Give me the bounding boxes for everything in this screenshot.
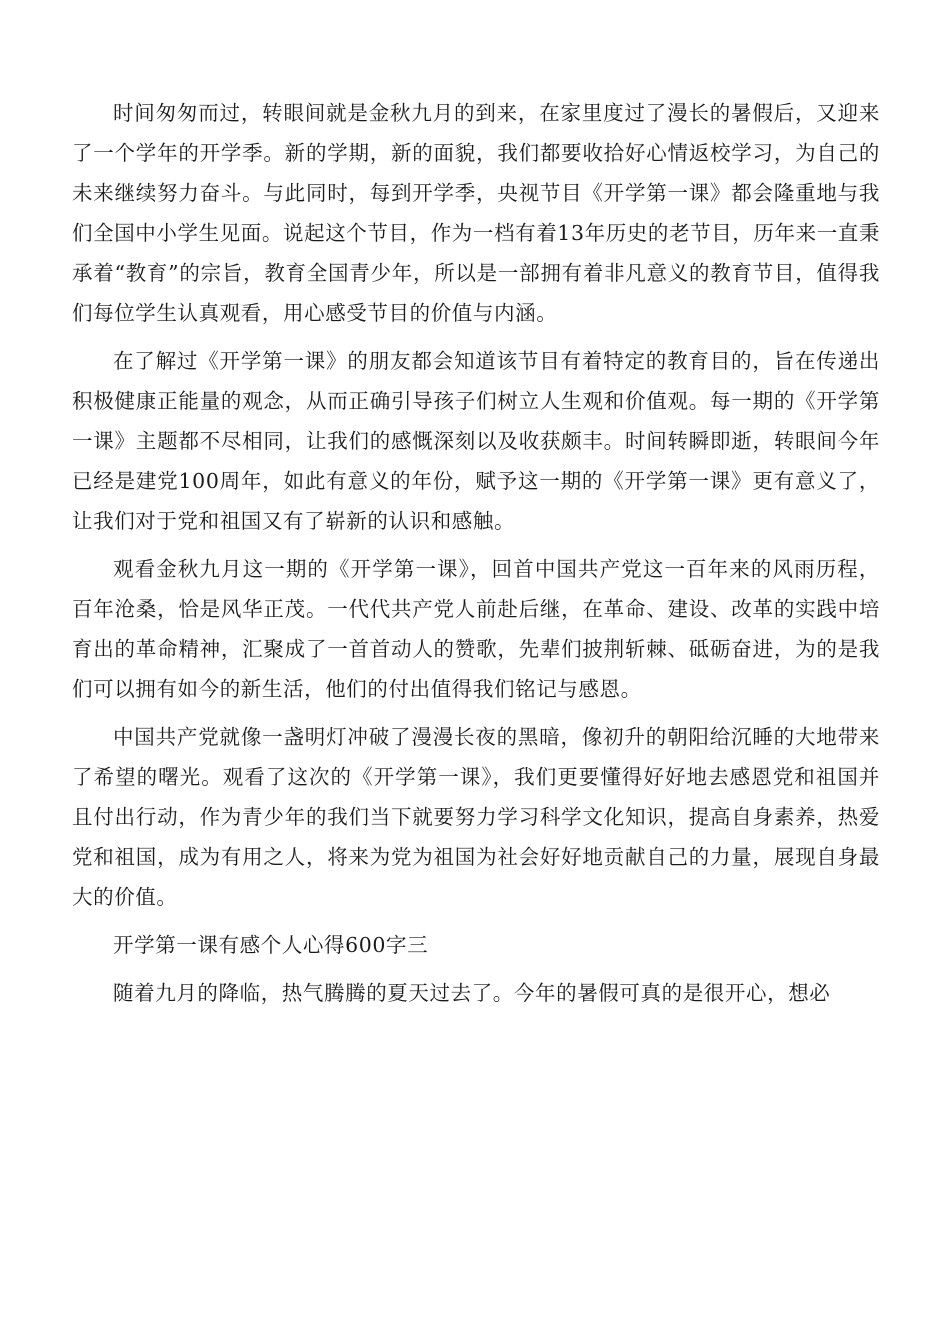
paragraph-3: 观看金秋九月这一期的《开学第一课》，回首中国共产党这一百年来的风雨历程，百年沧桑，恰是风华正茂。一代代共产党人前赴后继，在革命、建设、改革的实践中培育出的革命精神，汇聚成了一首首动人的赞歌，先辈们披荆斩棘、砥砺奋进，为的是我们可以拥有如今的新生活，他们的付出值得我们铭记与感恩。 [72,557,880,701]
paragraph-1: 时间匆匆而过，转眼间就是金秋九月的到来，在家里度过了漫长的暑假后，又迎来了一个学年的开学季。新的学期，新的面貌，我们都要收拾好心情返校学习，为自己的未来继续努力奋斗。与此同时，每到开学季，央视节目《开学第一课》都会隆重地与我们全国中小学生见面。说起这个节目，作为一档有着13年历史的老节目，历年来一直秉承着“教育”的宗旨，教育全国青少年，所以是一部拥有着非凡意义的教育节目，值得我们每位学生认真观看，用心感受节目的价值与内涵。 [72,101,880,325]
paragraph-2: 在了解过《开学第一课》的朋友都会知道该节目有着特定的教育目的，旨在传递出积极健康正能量的观念，从而正确引导孩子们树立人生观和价值观。每一期的《开学第一课》主题都不尽相同，让我们的感慨深刻以及收获颇丰。时间转瞬即逝，转眼间今年已经是建党100周年，如此有意义的年份，赋予这一期的《开学第一课》更有意义了，让我们对于党和祖国又有了崭新的认识和感触。 [72,349,880,533]
paragraph-5: 随着九月的降临，热气腾腾的夏天过去了。今年的暑假可真的是很开心，想必 [113,981,831,1005]
paragraph-4: 中国共产党就像一盏明灯冲破了漫漫长夜的黑暗，像初升的朝阳给沉睡的大地带来了希望的曙光。观看了这次的《开学第一课》，我们更要懂得好好地去感恩党和祖国并且付出行动，作为青少年的我们当下就要努力学习科学文化知识，提高自身素养，热爱党和祖国，成为有用之人，将来为党为祖国为社会好好地贡献自己的力量，展现自身最大的价值。 [72,725,880,909]
document-page [72,93,880,1021]
section-heading: 开学第一课有感个人心得600字三 [113,933,429,957]
